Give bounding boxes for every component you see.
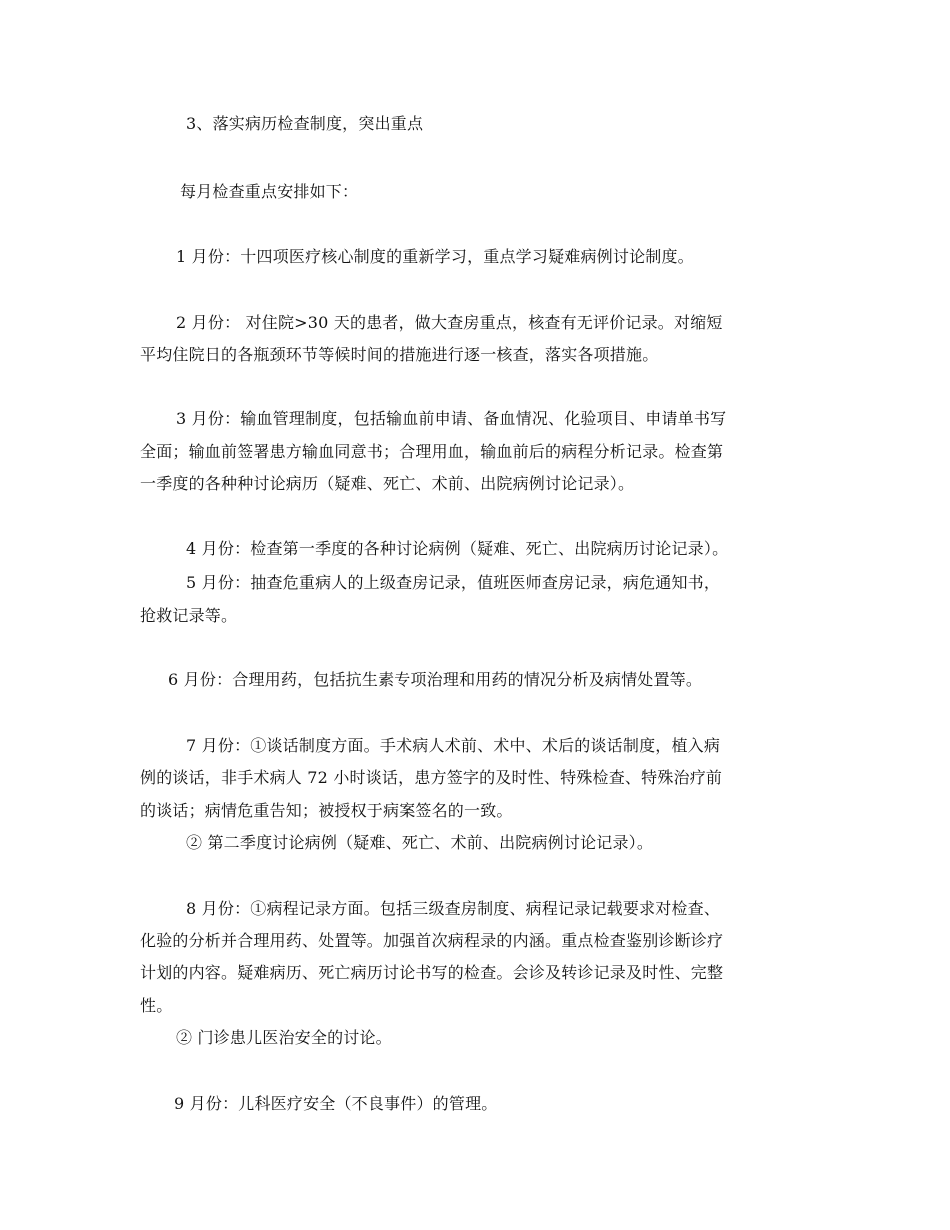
july-item-line-1: 7 月份：①谈话制度方面。手术病人术前、术中、术后的谈话制度，植入病	[186, 736, 721, 755]
january-item: 1 月份：十四项医疗核心制度的重新学习，重点学习疑难病例讨论制度。	[176, 247, 694, 266]
august-item-line-4: 性。	[140, 996, 173, 1015]
june-item: 6 月份：合理用药，包括抗生素专项治理和用药的情况分析及病情处置等。	[168, 670, 703, 689]
section-heading: 3、落实病历检查制度，突出重点	[186, 114, 424, 133]
august-item-line-2: 化验的分析并合理用药、处置等。加强首次病程录的内涵。重点检查鉴别诊断诊疗	[140, 931, 724, 950]
february-item-line-2: 平均住院日的各瓶颈环节等候时间的措施进行逐一核查，落实各项措施。	[140, 345, 659, 364]
march-item-line-2: 全面；输血前签署患方输血同意书；合理用血，输血前后的病程分析记录。检查第	[140, 442, 724, 461]
may-item-line-2: 抢救记录等。	[140, 606, 238, 625]
march-item-line-1: 3 月份：输血管理制度，包括输血前申请、备血情况、化验项目、申请单书写	[176, 409, 727, 428]
april-item: 4 月份：检查第一季度的各种讨论病例（疑难、死亡、出院病历讨论记录）。	[186, 539, 729, 558]
july-item-line-4: ② 第二季度讨论病例（疑难、死亡、术前、出院病例讨论记录）。	[186, 833, 654, 852]
august-item-line-3: 计划的内容。疑难病历、死亡病历讨论书写的检查。会诊及转诊记录及时性、完整	[140, 963, 724, 982]
july-item-line-3: 的谈话；病情危重告知；被授权于病案签名的一致。	[140, 801, 513, 820]
august-item-line-1: 8 月份：①病程记录方面。包括三级查房制度、病程记录记载要求对检查、	[186, 899, 721, 918]
september-item: 9 月份：儿科医疗安全（不良事件）的管理。	[174, 1094, 498, 1113]
intro-text: 每月检查重点安排如下：	[180, 182, 359, 201]
may-item-line-1: 5 月份：抽查危重病人的上级查房记录，值班医师查房记录，病危通知书，	[186, 573, 721, 592]
august-item-line-5: ② 门诊患儿医治安全的讨论。	[176, 1028, 392, 1047]
july-item-line-2: 例的谈话，非手术病人 72 小时谈话，患方签字的及时性、特殊检查、特殊治疗前	[140, 768, 723, 787]
february-item-line-1: 2 月份： 对住院>30 天的患者，做大查房重点，核查有无评价记录。对缩短	[176, 313, 723, 332]
march-item-line-3: 一季度的各种种讨论病历（疑难、死亡、术前、出院病例讨论记录）。	[140, 474, 635, 493]
